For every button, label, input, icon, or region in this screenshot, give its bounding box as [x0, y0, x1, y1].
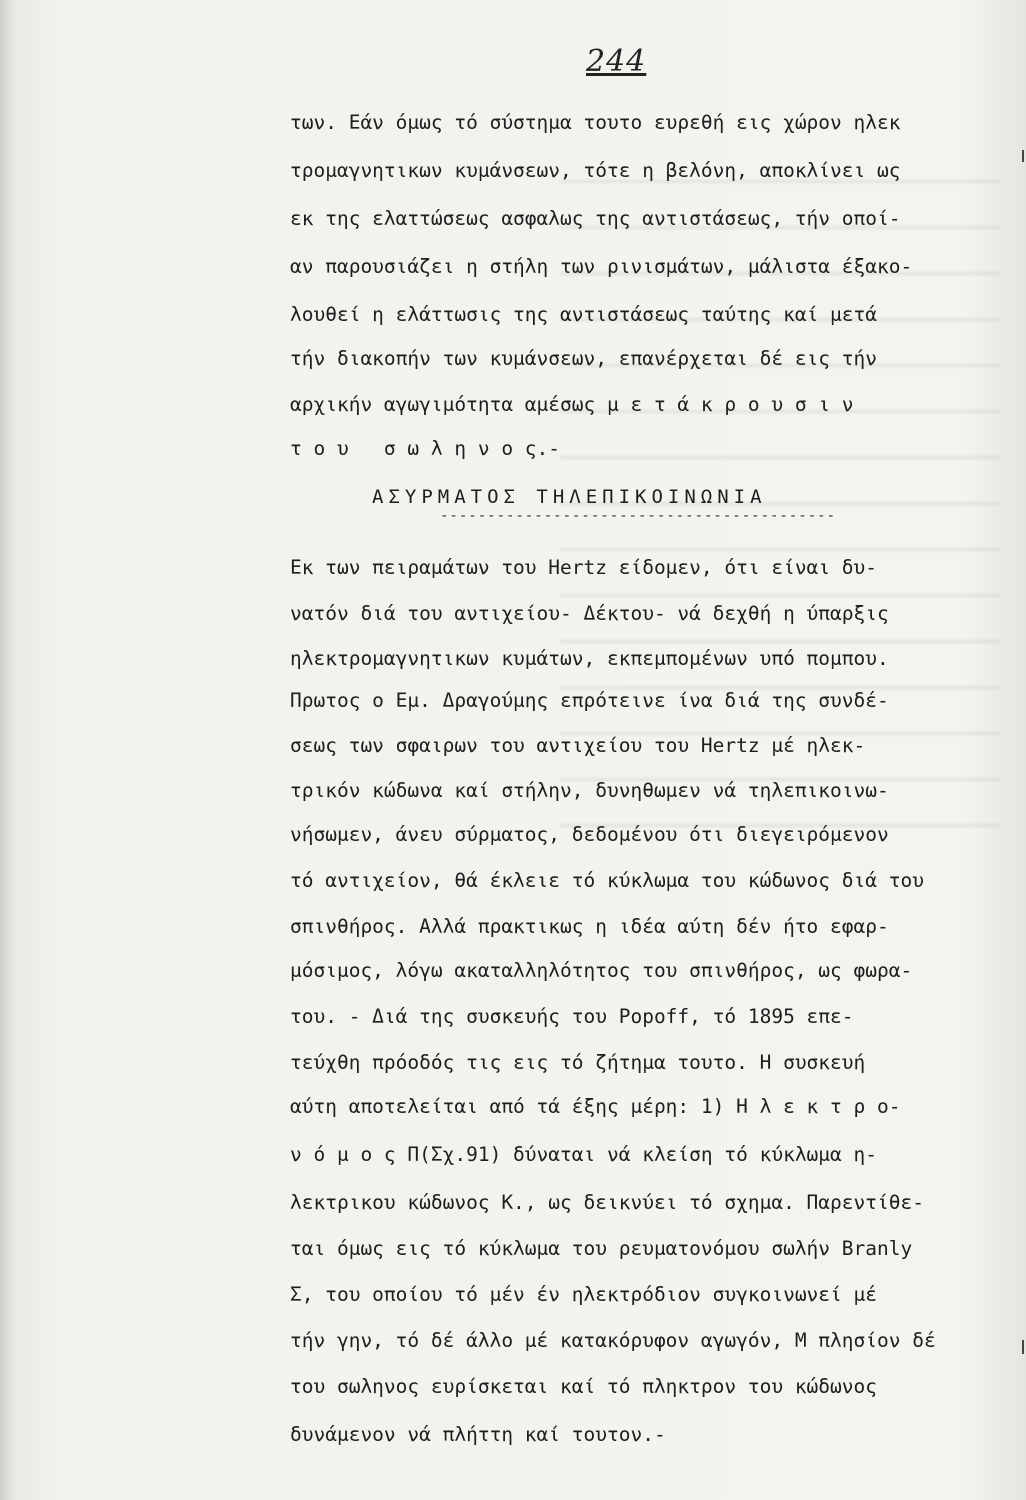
text-line-2: τρομαγνητικων κυμάνσεων, τότε η βελόνη, αποκλίνει ως	[290, 159, 901, 182]
text-line-19: του. - Διά της συσκευής του Popoff, τό 1895 επε-	[290, 1005, 854, 1028]
text-line-22: ν ό μ ο ς Π(Σχ.91) δύναται νά κλείση τό κύκλωμα η-	[290, 1143, 877, 1166]
text-line-5: λουθεί η ελάττωσις της αντιστάσεως ταύτης καί μετά	[290, 303, 877, 326]
text-line-24: ται όμως εις τό κύκλωμα του ρευματονόμου σωλήν Branly	[290, 1237, 913, 1260]
text-line-8: τ ο υ σ ω λ η ν ο ς.-	[290, 437, 561, 460]
text-line-13: σεως των σφαιρων του αντιχείου του Hertz μέ ηλεκ-	[290, 734, 866, 757]
text-line-15: νήσωμεν, άνευ σύρματος, δεδομένου ότι διεγειρόμενον	[290, 823, 889, 846]
text-line-23: λεκτρικου κώδωνος Κ., ως δεικνύει τό σχημα. Παρεντίθε-	[290, 1191, 924, 1214]
text-line-4: αν παρουσιάζει η στήλη των ρινισμάτων, μάλιστα έξακο-	[290, 255, 913, 278]
text-line-11: ηλεκτρομαγνητικων κυμάτων, εκπεμπομένων υπό πομπου.	[290, 647, 889, 670]
section-heading: ΑΣΥΡΜΑΤΟΣ ΤΗΛΕΠΙΚΟΙΝΩΝΙΑ	[372, 486, 767, 508]
text-line-26: τήν γην, τό δέ άλλο μέ κατακόρυφον αγωγόν, Μ πλησίον δέ	[290, 1329, 936, 1352]
text-line-20: τεύχθη πρόοδός τις εις τό ζήτημα τουτο. Η συσκευή	[290, 1051, 866, 1074]
text-line-12: Πρωτος ο Εμ. Δραγούμης επρότεινε ίνα διά της συνδέ-	[290, 689, 889, 712]
margin-mark	[1022, 1340, 1024, 1354]
text-line-17: σπινθήρος. Αλλά πρακτικως η ιδέα αύτη δέν ήτο εφαρ-	[290, 915, 889, 938]
text-line-10: νατόν διά του αντιχείου- Δέκτου- νά δεχθή η ύπαρξις	[290, 602, 889, 625]
text-line-16: τό αντιχείον, θά έκλειε τό κύκλωμα του κώδωνος διά του	[290, 869, 924, 892]
text-line-1: των. Εάν όμως τό σύστημα τουτο ευρεθή εις χώρον ηλεκ	[290, 111, 901, 134]
text-line-25: Σ, του οποίου τό μέν έν ηλεκτρόδιον συγκοινωνεί μέ	[290, 1283, 877, 1306]
text-line-27: του σωληνος ευρίσκεται καί τό πληκτρον του κώδωνος	[290, 1375, 877, 1398]
page-edge-shadow	[0, 0, 14, 1500]
heading-underline: ------------------------------------------	[440, 508, 837, 524]
text-line-7: αρχικήν αγωγιμότητα αμέσως μ ε τ ά κ ρ ο υ σ ι ν	[290, 393, 854, 416]
text-line-18: μόσιμος, λόγω ακαταλληλότητος του σπινθήρος, ως φωρα-	[290, 959, 913, 982]
text-line-3: εκ της ελαττώσεως ασφαλως της αντιστάσεως, τήν οποί-	[290, 207, 901, 230]
text-line-14: τρικόν κώδωνα καί στήλην, δυνηθωμεν νά τηλεπικοινω-	[290, 779, 889, 802]
text-line-6: τήν διακοπήν των κυμάνσεων, επανέρχεται δέ εις τήν	[290, 347, 877, 370]
text-line-21: αύτη αποτελείται από τά έξης μέρη: 1) Η λ ε κ τ ρ ο-	[290, 1095, 901, 1118]
text-line-9: Εκ των πειραμάτων του Hertz είδομεν, ότι είναι δυ-	[290, 556, 877, 579]
margin-mark	[1022, 150, 1024, 162]
text-line-28: δυνάμενον νά πλήττη καί τουτον.-	[290, 1423, 666, 1446]
page-number: 244	[586, 44, 647, 79]
